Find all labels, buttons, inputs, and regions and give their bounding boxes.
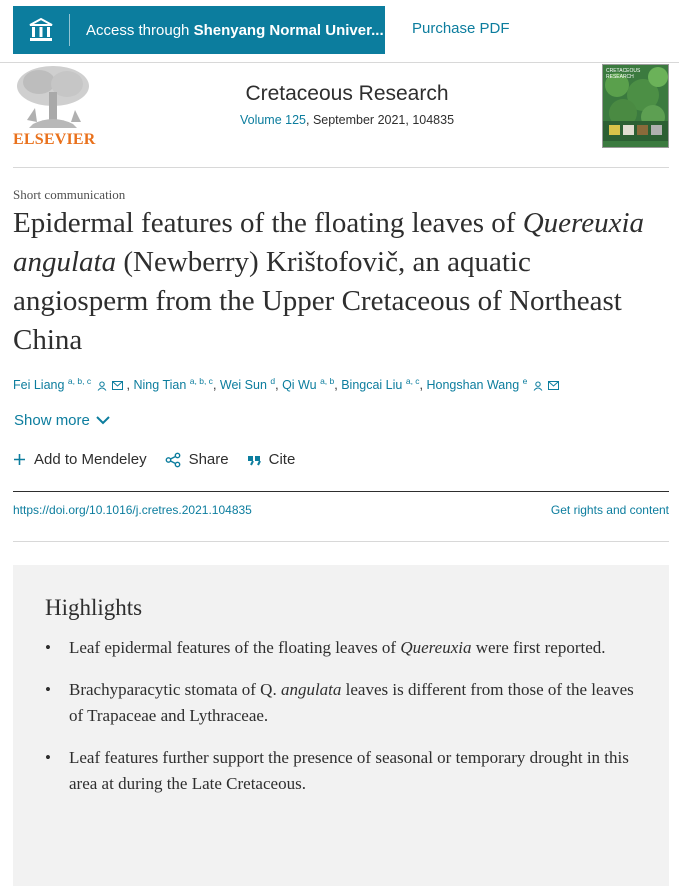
- elsevier-wordmark: ELSEVIER: [13, 131, 96, 148]
- author-link[interactable]: Bingcai Liu $^{a, c}$: [341, 376, 420, 392]
- highlight-item: • Leaf epidermal features of the floating leaves of Quereuxia were first reported.: [45, 635, 637, 661]
- access-label: Access through Shenyang Normal Univer...: [86, 21, 384, 39]
- journal-cover-image[interactable]: [602, 64, 669, 148]
- show-more-button[interactable]: [14, 412, 110, 429]
- author-link[interactable]: Hongshan Wang $^e$: [427, 378, 560, 392]
- divider: [13, 491, 669, 492]
- get-rights-link[interactable]: Get rights and content: [550, 503, 669, 517]
- volume-link[interactable]: Volume 125: [239, 113, 306, 127]
- share-button[interactable]: [165, 451, 229, 468]
- article-type: Short communication: [13, 187, 126, 202]
- mail-icon[interactable]: [548, 381, 559, 390]
- divider: [13, 167, 669, 168]
- highlights-section: [13, 565, 669, 886]
- cover-title: CRETACEOUS RESEARCH: [606, 68, 641, 80]
- author-link[interactable]: Wei Sun $^d$: [219, 376, 276, 392]
- mail-icon[interactable]: [112, 381, 123, 390]
- add-to-mendeley-button[interactable]: [13, 451, 147, 468]
- access-through-institution-button[interactable]: [13, 6, 385, 54]
- highlights-title: Highlights: [45, 595, 143, 620]
- highlight-item: • Brachyparacytic stomata of Q. angulata leaves is different from those of the leaves of Trapaceae and Lythraceae.: [45, 677, 637, 729]
- bullet-icon: •: [45, 680, 51, 699]
- person-icon: [97, 381, 107, 391]
- bullet-icon: •: [45, 638, 51, 657]
- share-label: Share: [188, 451, 229, 468]
- divider: [13, 541, 669, 542]
- institution-name: Shenyang Normal Univer...: [193, 21, 384, 39]
- mendeley-label: Add to Mendeley: [34, 451, 147, 468]
- highlights-list: [45, 635, 637, 797]
- doi-link[interactable]: https://doi.org/10.1016/j.cretres.2021.104835: [13, 503, 252, 517]
- show-more-label: Show more: [14, 412, 90, 429]
- quote-icon: [247, 454, 261, 466]
- journal-issue-info: [0, 113, 679, 127]
- bullet-icon: •: [45, 748, 51, 767]
- author-list: Fei Liang $^{a, b, c}$ , Ning Tian $^{a, b, c}$, Wei Sun $^d$, Qi Wu $^{a, b}$, Bingcai Liu $^{a, c}$, Hongshan Wang $^e$: [13, 378, 673, 392]
- cite-button[interactable]: [247, 451, 296, 468]
- share-icon: [165, 452, 181, 468]
- plus-icon: [13, 453, 26, 466]
- journal-title[interactable]: Cretaceous Research: [245, 82, 449, 105]
- author-link[interactable]: Fei Liang $^{a, b, c}$: [13, 378, 127, 392]
- highlight-item: • Leaf features further support the presence of seasonal or temporary drought in this area at during the Late Cretaceous.: [45, 745, 637, 797]
- cite-label: Cite: [268, 451, 296, 468]
- institution-icon: [13, 6, 69, 54]
- purchase-pdf-link[interactable]: Purchase PDF: [412, 20, 510, 37]
- issue-details: , September 2021, 104835: [306, 113, 455, 127]
- person-icon: [533, 381, 543, 391]
- chevron-down-icon: [96, 416, 110, 425]
- article-actions: [13, 451, 313, 468]
- divider: [0, 62, 679, 63]
- author-link[interactable]: Ning Tian $^{a, b, c}$: [133, 376, 213, 392]
- article-title: Epidermal features of the floating leaves of Quereuxia angulata (Newberry) Krištofovič, an aquatic angiosperm from the Upper Cretaceous of Northeast China: [13, 207, 645, 356]
- author-link[interactable]: Qi Wu $^{a, b}$: [282, 376, 335, 392]
